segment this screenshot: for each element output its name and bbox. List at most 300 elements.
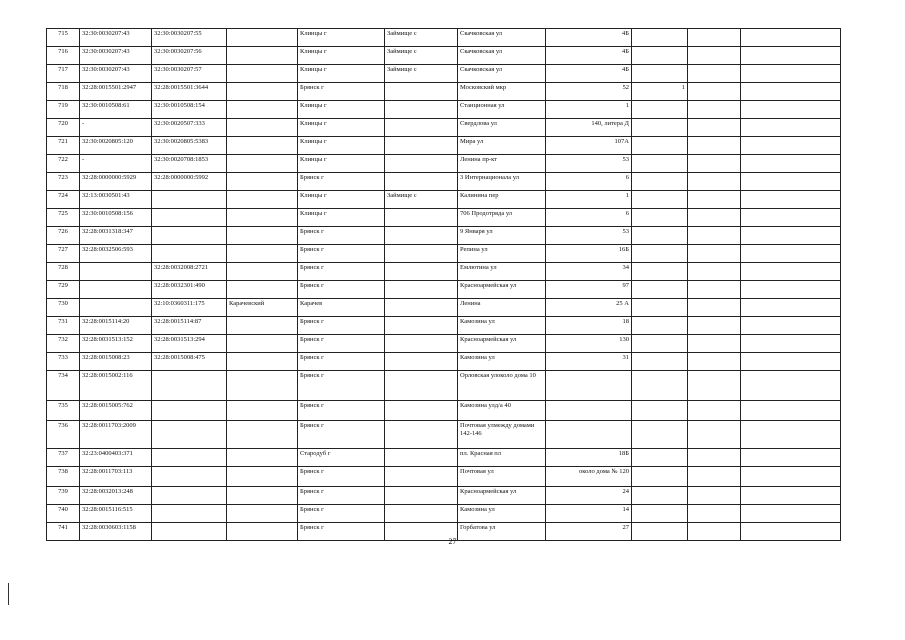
table-row <box>47 29 841 47</box>
cell-house: 1 <box>546 191 632 209</box>
cell-extra <box>632 421 688 449</box>
cell-cadastral-2: 32:30:0020805:5383 <box>152 137 227 155</box>
table-row <box>47 505 841 523</box>
cell-empty <box>688 467 741 487</box>
cell-empty <box>741 245 841 263</box>
cell-empty <box>688 317 741 335</box>
cell-empty <box>688 209 741 227</box>
cell-cadastral-2: 32:30:0020507:333 <box>152 119 227 137</box>
cell-village <box>385 173 458 191</box>
cell-village <box>385 467 458 487</box>
cell-cadastral-1: 32:28:0031513:152 <box>80 335 152 353</box>
cell-village <box>385 371 458 401</box>
cell-number: 716 <box>47 47 80 65</box>
table-row <box>47 245 841 263</box>
cell-cadastral-2 <box>152 191 227 209</box>
cell-empty <box>688 119 741 137</box>
cell-city: Клинцы г <box>298 191 385 209</box>
cell-empty <box>688 281 741 299</box>
cell-street: Репина ул <box>458 245 546 263</box>
cell-extra <box>632 449 688 467</box>
cell-number: 739 <box>47 487 80 505</box>
cell-empty <box>688 263 741 281</box>
cell-number: 724 <box>47 191 80 209</box>
cell-number: 731 <box>47 317 80 335</box>
cell-village <box>385 317 458 335</box>
cell-cadastral-1: 32:30:0030207:43 <box>80 65 152 83</box>
cell-empty <box>741 505 841 523</box>
cell-village <box>385 263 458 281</box>
cell-extra <box>632 401 688 421</box>
cell-district <box>227 227 298 245</box>
cell-village: Займище с <box>385 29 458 47</box>
cell-extra <box>632 317 688 335</box>
cell-extra <box>632 47 688 65</box>
cell-empty <box>688 227 741 245</box>
table-row <box>47 353 841 371</box>
cell-cadastral-1 <box>80 263 152 281</box>
cell-district <box>227 191 298 209</box>
cell-empty <box>688 29 741 47</box>
cell-house: 34 <box>546 263 632 281</box>
cell-empty <box>741 137 841 155</box>
cell-cadastral-2 <box>152 421 227 449</box>
cell-number: 719 <box>47 101 80 119</box>
table-row <box>47 155 841 173</box>
cell-house: 4Б <box>546 65 632 83</box>
cell-district <box>227 101 298 119</box>
cell-street: Свердлова ул <box>458 119 546 137</box>
cell-cadastral-1: 32:28:0031318:347 <box>80 227 152 245</box>
cell-district <box>227 65 298 83</box>
cell-cadastral-1: 32:28:0015501:2947 <box>80 83 152 101</box>
table-row <box>47 47 841 65</box>
cell-cadastral-2: 32:30:0030207:57 <box>152 65 227 83</box>
cell-street: Почтовая ул <box>458 467 546 487</box>
cell-empty <box>741 467 841 487</box>
cell-city: Брянск г <box>298 401 385 421</box>
cell-empty <box>688 353 741 371</box>
cell-empty <box>688 101 741 119</box>
cell-extra <box>632 245 688 263</box>
cell-extra <box>632 191 688 209</box>
cell-city: Брянск г <box>298 227 385 245</box>
cell-empty <box>741 263 841 281</box>
cell-empty <box>688 505 741 523</box>
cell-empty <box>688 191 741 209</box>
cell-house <box>546 371 632 401</box>
cell-empty <box>741 401 841 421</box>
cell-empty <box>741 155 841 173</box>
cell-street: 3 Интернационала ул <box>458 173 546 191</box>
table-row <box>47 263 841 281</box>
cell-city: Брянск г <box>298 523 385 541</box>
table-row <box>47 173 841 191</box>
cell-empty <box>688 155 741 173</box>
cell-number: 738 <box>47 467 80 487</box>
cell-city: Брянск г <box>298 281 385 299</box>
cell-village <box>385 449 458 467</box>
cell-cadastral-2: 32:30:0020708:1853 <box>152 155 227 173</box>
cell-empty <box>741 353 841 371</box>
cell-number: 730 <box>47 299 80 317</box>
cell-cadastral-1: 32:30:0030207:43 <box>80 29 152 47</box>
cell-village <box>385 101 458 119</box>
cell-empty <box>688 401 741 421</box>
cell-village <box>385 281 458 299</box>
cell-extra: 1 <box>632 83 688 101</box>
cell-number: 734 <box>47 371 80 401</box>
cell-house: 27 <box>546 523 632 541</box>
cell-village <box>385 83 458 101</box>
cell-cadastral-1: 32:30:0020805:120 <box>80 137 152 155</box>
cell-empty <box>741 83 841 101</box>
cell-city: Брянск г <box>298 83 385 101</box>
cell-cadastral-2: 32:28:0032301:490 <box>152 281 227 299</box>
cell-street: Скачковская ул <box>458 29 546 47</box>
cell-empty <box>688 487 741 505</box>
cell-district: Карачевский <box>227 299 298 317</box>
cell-city: Брянск г <box>298 335 385 353</box>
cell-village <box>385 299 458 317</box>
cell-village <box>385 505 458 523</box>
cell-street: Красноармейская ул <box>458 281 546 299</box>
cell-cadastral-1: 32:28:0030603:1158 <box>80 523 152 541</box>
cell-cadastral-1: 32:30:0030207:43 <box>80 47 152 65</box>
cell-cadastral-2: 32:30:0030207:56 <box>152 47 227 65</box>
cell-extra <box>632 299 688 317</box>
table-row <box>47 101 841 119</box>
cell-extra <box>632 209 688 227</box>
cell-empty <box>741 335 841 353</box>
cell-house: 97 <box>546 281 632 299</box>
cell-house: 6 <box>546 209 632 227</box>
cell-empty <box>741 299 841 317</box>
cell-city: Клинцы г <box>298 65 385 83</box>
table-row <box>47 137 841 155</box>
cell-district <box>227 281 298 299</box>
cell-village <box>385 209 458 227</box>
cell-extra <box>632 353 688 371</box>
cell-number: 723 <box>47 173 80 191</box>
cell-village <box>385 119 458 137</box>
cell-district <box>227 317 298 335</box>
cell-cadastral-1: 32:28:0015116:515 <box>80 505 152 523</box>
cell-cadastral-1: 32:30:0010508:156 <box>80 209 152 227</box>
cell-house <box>546 421 632 449</box>
cell-cadastral-2 <box>152 227 227 245</box>
cell-extra <box>632 29 688 47</box>
cell-number: 718 <box>47 83 80 101</box>
table-row <box>47 421 841 449</box>
cell-city: Клинцы г <box>298 47 385 65</box>
cell-city: Брянск г <box>298 353 385 371</box>
cell-street: Камозина ул <box>458 353 546 371</box>
cell-house: 1 <box>546 101 632 119</box>
cell-district <box>227 263 298 281</box>
cell-city: Брянск г <box>298 173 385 191</box>
cell-street: Ленина <box>458 299 546 317</box>
cell-district <box>227 467 298 487</box>
cell-village <box>385 353 458 371</box>
cell-street: Московский мкр <box>458 83 546 101</box>
cell-empty <box>688 245 741 263</box>
cell-empty <box>741 487 841 505</box>
table-row <box>47 371 841 401</box>
cell-cadastral-2: 32:30:0030207:55 <box>152 29 227 47</box>
cell-village <box>385 401 458 421</box>
table-row <box>47 317 841 335</box>
cell-number: 729 <box>47 281 80 299</box>
cell-cadastral-2 <box>152 505 227 523</box>
cell-street: Горбатова ул <box>458 523 546 541</box>
table-row <box>47 191 841 209</box>
cell-number: 722 <box>47 155 80 173</box>
cell-cadastral-2 <box>152 467 227 487</box>
cell-cadastral-1: 32:30:0010508:61 <box>80 101 152 119</box>
page-number: 27 <box>448 537 457 546</box>
table-row <box>47 119 841 137</box>
cell-empty <box>741 173 841 191</box>
cell-empty <box>741 421 841 449</box>
cell-district <box>227 209 298 227</box>
cell-city: Брянск г <box>298 505 385 523</box>
cell-house: 16Б <box>546 245 632 263</box>
cell-district <box>227 505 298 523</box>
cell-number: 736 <box>47 421 80 449</box>
cell-empty <box>741 227 841 245</box>
cell-street: Станционная ул <box>458 101 546 119</box>
cell-village <box>385 245 458 263</box>
cell-number: 733 <box>47 353 80 371</box>
cell-extra <box>632 263 688 281</box>
cell-extra <box>632 371 688 401</box>
table-row <box>47 335 841 353</box>
registry-table <box>46 28 841 541</box>
cell-cadastral-1: 32:28:0011703:2009 <box>80 421 152 449</box>
cell-empty <box>741 371 841 401</box>
cell-street: Камозина ул <box>458 505 546 523</box>
cell-street: Калинина пер <box>458 191 546 209</box>
cell-cadastral-2 <box>152 245 227 263</box>
cell-cadastral-1: 32:28:0011703:113 <box>80 467 152 487</box>
cell-district <box>227 29 298 47</box>
cell-district <box>227 487 298 505</box>
cell-city: Клинцы г <box>298 209 385 227</box>
cell-empty <box>688 421 741 449</box>
cell-empty <box>741 47 841 65</box>
cell-city: Карачев <box>298 299 385 317</box>
cell-village <box>385 227 458 245</box>
cell-number: 715 <box>47 29 80 47</box>
cell-house: 6 <box>546 173 632 191</box>
cell-city: Брянск г <box>298 421 385 449</box>
cell-district <box>227 47 298 65</box>
cell-number: 725 <box>47 209 80 227</box>
cell-district <box>227 173 298 191</box>
cell-cadastral-2 <box>152 487 227 505</box>
cell-cadastral-2: 32:28:0032008:2721 <box>152 263 227 281</box>
cell-district <box>227 155 298 173</box>
cell-empty <box>688 371 741 401</box>
table-row <box>47 65 841 83</box>
cell-cadastral-2 <box>152 449 227 467</box>
cell-street: Красноармейская ул <box>458 487 546 505</box>
cell-village <box>385 487 458 505</box>
table-row <box>47 487 841 505</box>
cell-district <box>227 83 298 101</box>
cell-extra <box>632 65 688 83</box>
registry-rows <box>47 29 841 541</box>
cell-number: 720 <box>47 119 80 137</box>
cell-house: 4Б <box>546 29 632 47</box>
cell-street: Камозина ул <box>458 317 546 335</box>
cell-street: Орловская улоколо дома 10 <box>458 371 546 401</box>
cell-district <box>227 245 298 263</box>
cell-village <box>385 421 458 449</box>
cell-district <box>227 119 298 137</box>
cell-number: 727 <box>47 245 80 263</box>
cell-cadastral-1: 32:28:0015005:762 <box>80 401 152 421</box>
cell-district <box>227 401 298 421</box>
cell-cadastral-1 <box>80 281 152 299</box>
cell-district <box>227 371 298 401</box>
cell-number: 726 <box>47 227 80 245</box>
cell-empty <box>741 119 841 137</box>
cell-house: 107А <box>546 137 632 155</box>
cell-city: Клинцы г <box>298 137 385 155</box>
cell-cadastral-2: 32:30:0010508:154 <box>152 101 227 119</box>
cell-cadastral-2: 32:10:0360311:175 <box>152 299 227 317</box>
cell-empty <box>741 65 841 83</box>
cell-house: 24 <box>546 487 632 505</box>
cell-cadastral-1: - <box>80 155 152 173</box>
cell-empty <box>688 299 741 317</box>
table-row <box>47 401 841 421</box>
cell-village <box>385 155 458 173</box>
cell-empty <box>688 173 741 191</box>
cell-city: Брянск г <box>298 371 385 401</box>
cell-extra <box>632 155 688 173</box>
cell-number: 735 <box>47 401 80 421</box>
cell-house: 25 А <box>546 299 632 317</box>
table-row <box>47 209 841 227</box>
cell-street: Емлютина ул <box>458 263 546 281</box>
cell-city: Клинцы г <box>298 101 385 119</box>
cell-street: Скачковская ул <box>458 65 546 83</box>
table-row <box>47 281 841 299</box>
cell-city: Клинцы г <box>298 29 385 47</box>
cell-village: Займище с <box>385 47 458 65</box>
cell-number: 740 <box>47 505 80 523</box>
cell-empty <box>688 47 741 65</box>
cell-empty <box>688 83 741 101</box>
cell-village <box>385 137 458 155</box>
cell-city: Брянск г <box>298 245 385 263</box>
cell-cadastral-1: 32:28:0032506:593 <box>80 245 152 263</box>
cell-house: 53 <box>546 155 632 173</box>
cell-cadastral-2 <box>152 209 227 227</box>
cell-extra <box>632 173 688 191</box>
cell-extra <box>632 335 688 353</box>
cell-city: Брянск г <box>298 487 385 505</box>
cell-empty <box>741 191 841 209</box>
cell-extra <box>632 505 688 523</box>
cell-empty <box>741 449 841 467</box>
cell-number: 737 <box>47 449 80 467</box>
cell-house: 130 <box>546 335 632 353</box>
cell-empty <box>741 29 841 47</box>
cell-cadastral-1: 32:13:0030501:43 <box>80 191 152 209</box>
cell-extra <box>632 137 688 155</box>
cell-empty <box>741 281 841 299</box>
cell-district <box>227 137 298 155</box>
cell-city: Брянск г <box>298 467 385 487</box>
cell-empty <box>741 317 841 335</box>
cell-empty <box>688 137 741 155</box>
cell-house: 4Б <box>546 47 632 65</box>
cell-extra <box>632 227 688 245</box>
cell-cadastral-1: 32:23:0400403:371 <box>80 449 152 467</box>
cell-empty <box>688 335 741 353</box>
cell-cadastral-1: 32:28:0015002:116 <box>80 371 152 401</box>
cell-number: 732 <box>47 335 80 353</box>
cell-cadastral-1: 32:28:0015114:20 <box>80 317 152 335</box>
cell-city: Стародуб г <box>298 449 385 467</box>
cell-district <box>227 449 298 467</box>
cell-cadastral-2: 32:28:0015114:87 <box>152 317 227 335</box>
cell-cadastral-1 <box>80 299 152 317</box>
table-row <box>47 299 841 317</box>
cell-extra <box>632 119 688 137</box>
cell-city: Клинцы г <box>298 119 385 137</box>
cell-village: Займище с <box>385 191 458 209</box>
cell-district <box>227 421 298 449</box>
table-row <box>47 83 841 101</box>
cell-street: Скачковская ул <box>458 47 546 65</box>
cell-cadastral-1: 32:28:0032013:248 <box>80 487 152 505</box>
cell-empty <box>741 209 841 227</box>
cell-number: 728 <box>47 263 80 281</box>
cell-extra <box>632 487 688 505</box>
cell-extra <box>632 101 688 119</box>
cell-city: Брянск г <box>298 263 385 281</box>
cell-extra <box>632 467 688 487</box>
cell-village: Займище с <box>385 65 458 83</box>
cell-street: 706 Продотряда ул <box>458 209 546 227</box>
cell-cadastral-1: 32:28:0015008:23 <box>80 353 152 371</box>
table-row <box>47 449 841 467</box>
cell-street: Почтовая улмежду домами 142-146 <box>458 421 546 449</box>
cell-cadastral-2 <box>152 401 227 421</box>
cell-house: 140, литера Д <box>546 119 632 137</box>
cell-street: Красноармейская ул <box>458 335 546 353</box>
cell-house: 18Б <box>546 449 632 467</box>
margin-mark <box>8 583 9 605</box>
cell-city: Клинцы г <box>298 155 385 173</box>
cell-district <box>227 335 298 353</box>
cell-city: Брянск г <box>298 317 385 335</box>
cell-empty <box>688 65 741 83</box>
cell-district <box>227 353 298 371</box>
table-row <box>47 467 841 487</box>
cell-street: Ленина пр-кт <box>458 155 546 173</box>
table-row <box>47 227 841 245</box>
cell-street: пл. Красная пл <box>458 449 546 467</box>
cell-street: Камозина улд/а 40 <box>458 401 546 421</box>
cell-cadastral-2: 32:28:0031513:294 <box>152 335 227 353</box>
cell-cadastral-2: 32:28:0015008:475 <box>152 353 227 371</box>
